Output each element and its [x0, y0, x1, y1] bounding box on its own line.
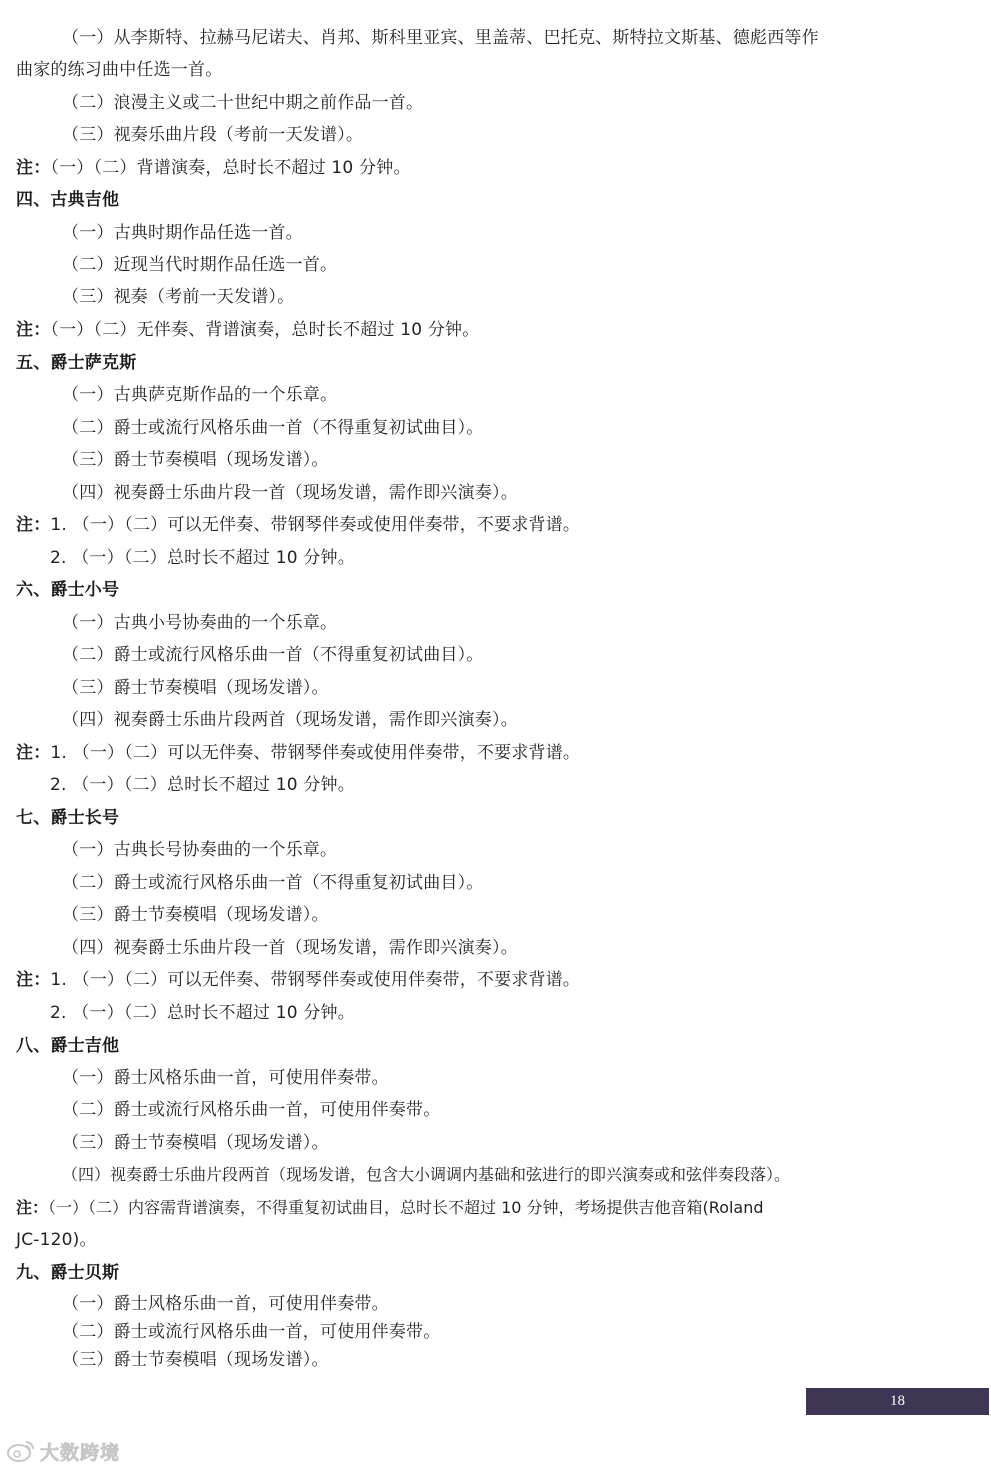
text-line: （一）古典长号协奏曲的一个乐章。 [62, 840, 338, 860]
note-text: 1. （一）（二）可以无伴奏、带钢琴伴奏或使用伴奏带，不要求背谱。 [50, 743, 581, 763]
note-line [16, 1197, 764, 1219]
note-text: （一）（二）内容需背谱演奏，不得重复初试曲目，总时长不超过 10 分钟，考场提供吉他音箱(Roland [48, 1198, 764, 1217]
text-line: （四）视奏爵士乐曲片段一首（现场发谱，需作即兴演奏）。 [62, 938, 518, 958]
note-line: 2. （一）（二）总时长不超过 10 分钟。 [50, 1003, 355, 1023]
watermark [6, 1436, 120, 1466]
text-line: （一）从李斯特、拉赫马尼诺夫、肖邦、斯科里亚宾、里盖蒂、巴托克、斯特拉文斯基、德彪西等作 [62, 28, 819, 48]
text-line: （二）爵士或流行风格乐曲一首（不得重复初试曲目）。 [62, 873, 484, 893]
section-heading: 四、古典吉他 [16, 190, 120, 210]
note-text: 1. （一）（二）可以无伴奏、带钢琴伴奏或使用伴奏带，不要求背谱。 [50, 970, 581, 990]
text-line: （三）视奏（考前一天发谱）。 [62, 287, 295, 307]
note-label: 注： [16, 1198, 49, 1217]
note-label: 注： [16, 970, 51, 990]
note-text: （一）（二）背谱演奏，总时长不超过 10 分钟。 [50, 158, 411, 178]
page-number-bar [806, 1388, 989, 1415]
weibo-logo-icon [6, 1438, 36, 1464]
text-line: （四）视奏爵士乐曲片段两首（现场发谱，需作即兴演奏）。 [62, 710, 518, 730]
section-heading: 七、爵士长号 [16, 808, 120, 828]
text-line: （二）近现当代时期作品任选一首。 [62, 255, 338, 275]
text-line: （二）爵士或流行风格乐曲一首，可使用伴奏带。 [62, 1322, 441, 1342]
text-line: （二）爵士或流行风格乐曲一首（不得重复初试曲目）。 [62, 418, 484, 438]
text-line: JC-120)。 [16, 1230, 97, 1250]
text-line: （二）爵士或流行风格乐曲一首（不得重复初试曲目）。 [62, 645, 484, 665]
note-line: 2. （一）（二）总时长不超过 10 分钟。 [50, 775, 355, 795]
text-line: （一）古典小号协奏曲的一个乐章。 [62, 613, 338, 633]
note-line [16, 742, 580, 764]
text-line: （二）浪漫主义或二十世纪中期之前作品一首。 [62, 93, 424, 113]
text-line: （三）爵士节奏模唱（现场发谱）。 [62, 678, 329, 698]
text-line: （三）爵士节奏模唱（现场发谱）。 [62, 450, 329, 470]
text-line: （三）爵士节奏模唱（现场发谱）。 [62, 1350, 329, 1370]
watermark-text: 大数跨境 [40, 1441, 121, 1464]
note-label: 注： [16, 158, 51, 178]
page-number: 18 [890, 1393, 905, 1409]
note-label: 注： [16, 320, 51, 340]
section-heading: 六、爵士小号 [16, 580, 120, 600]
note-text: （一）（二）无伴奏、背谱演奏，总时长不超过 10 分钟。 [50, 320, 480, 340]
text-line: （三）爵士节奏模唱（现场发谱）。 [62, 1133, 329, 1153]
note-line [16, 514, 580, 536]
section-heading: 五、爵士萨克斯 [16, 353, 137, 373]
text-line: （四）视奏爵士乐曲片段两首（现场发谱，包含大小调调内基础和弦进行的即兴演奏或和弦伴奏段落）。 [62, 1165, 791, 1184]
section-heading: 九、爵士贝斯 [16, 1263, 120, 1283]
text-line: （二）爵士或流行风格乐曲一首，可使用伴奏带。 [62, 1100, 441, 1120]
text-line: （四）视奏爵士乐曲片段一首（现场发谱，需作即兴演奏）。 [62, 483, 518, 503]
text-line: （三）视奏乐曲片段（考前一天发谱）。 [62, 125, 364, 145]
text-line: （一）爵士风格乐曲一首，可使用伴奏带。 [62, 1294, 389, 1314]
note-line [16, 319, 479, 341]
note-line: 2. （一）（二）总时长不超过 10 分钟。 [50, 548, 355, 568]
text-line: （一）古典时期作品任选一首。 [62, 223, 303, 243]
note-text: 1. （一）（二）可以无伴奏、带钢琴伴奏或使用伴奏带，不要求背谱。 [50, 515, 581, 535]
text-line: 曲家的练习曲中任选一首。 [16, 60, 223, 80]
section-heading: 八、爵士吉他 [16, 1036, 120, 1056]
note-line [16, 969, 580, 991]
text-line: （三）爵士节奏模唱（现场发谱）。 [62, 905, 329, 925]
note-line [16, 157, 411, 179]
note-label: 注： [16, 515, 51, 535]
text-line: （一）爵士风格乐曲一首，可使用伴奏带。 [62, 1068, 389, 1088]
text-line: （一）古典萨克斯作品的一个乐章。 [62, 385, 338, 405]
note-label: 注： [16, 743, 51, 763]
